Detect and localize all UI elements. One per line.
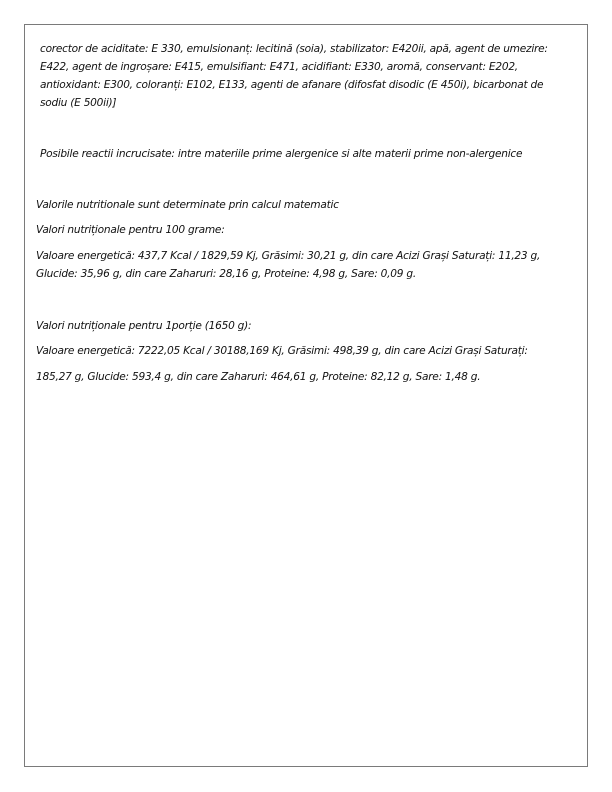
nutrition-portion-line: Valoare energetică: 7222,05 Kcal / 30188,169 Kj, Grăsimi: 498,39 g, din care Acizi Grași Saturați: [36,345,528,357]
nutrition-portion-title: Valori nutriționale pentru 1porție (1650 g): [36,320,252,332]
ingredients-line: E422, agent de ingroșare: E415, emulsifiant: E471, acidifiant: E330, aromă, conservant: E202, [40,61,518,73]
ingredients-line: antioxidant: E300, coloranți: E102, E133, agenti de afanare (difosfat disodic (E 450i), bicarbonat de [40,79,544,91]
nutrition-100g-line: Valoare energetică: 437,7 Kcal / 1829,59 Kj, Grăsimi: 30,21 g, din care Acizi Grași Saturați: 11,23 g, [36,250,541,262]
cross-reactions-note: Posibile reactii incrucisate: intre materiile prime alergenice si alte materii prime non-alergenice [40,148,523,160]
ingredients-line: sodiu (E 500ii)] [40,97,117,109]
nutrition-100g-title: Valori nutriționale pentru 100 grame: [36,224,225,236]
nutrition-calc-note: Valorile nutritionale sunt determinate prin calcul matematic [36,199,339,211]
ingredients-line: corector de aciditate: E 330, emulsionanț: lecitină (soia), stabilizator: E420ii, apă, agent de umezire: [40,43,548,55]
page-border [24,24,588,767]
nutrition-portion-line: 185,27 g, Glucide: 593,4 g, din care Zaharuri: 464,61 g, Proteine: 82,12 g, Sare: 1,48 g. [36,371,481,383]
nutrition-100g-values [36,247,540,283]
nutrition-100g-line: Glucide: 35,96 g, din care Zaharuri: 28,16 g, Proteine: 4,98 g, Sare: 0,09 g. [36,268,416,280]
ingredients-paragraph [40,40,580,112]
